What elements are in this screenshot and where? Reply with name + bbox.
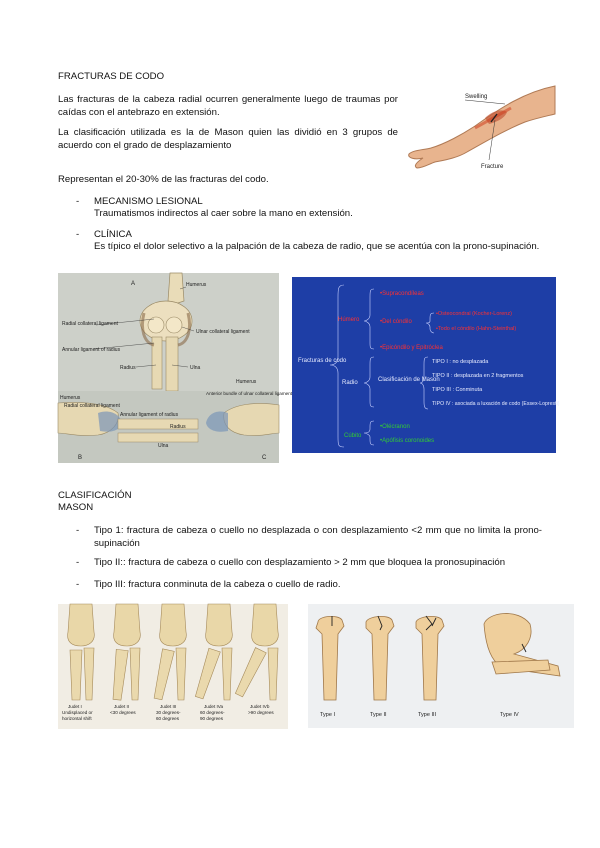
scheme-supracondileas: •Supracondíleas — [380, 291, 424, 297]
section-title-clasificacion: CLASIFICACIÓN — [58, 490, 132, 501]
judet-4b-label-a: Judet IVb — [250, 704, 270, 709]
scheme-todo-condilo: •Todo el cóndilo (Hahn-Steinthal) — [436, 326, 517, 332]
judet-1-label-c: horizontal shift — [62, 716, 92, 721]
mason-type-2: Tipo II:: fractura de cabeza o cuello con desplazamiento > 2 mm que bloquea la pronosupinación — [94, 557, 506, 568]
bullet-dash: - — [76, 557, 80, 568]
scheme-radio-label: Radio — [342, 380, 358, 386]
scheme-olecranon: •Olécranon — [380, 424, 410, 430]
swelling-label: Swelling — [465, 94, 488, 100]
letter-c: C — [262, 455, 267, 461]
judet-2-label-b: <30 degrees — [110, 710, 136, 715]
scheme-tipo1: TIPO I : no desplazada — [432, 359, 489, 365]
scheme-del-condilo: •Del cóndilo — [380, 319, 412, 325]
radius-b-label: Radius — [170, 424, 186, 430]
bullet-dash: - — [76, 525, 80, 536]
letter-b: B — [78, 455, 83, 461]
page-title: FRACTURAS DE CODO — [58, 71, 165, 82]
scheme-clasif-label: Clasificación de Mason — [378, 377, 440, 383]
judet-2-label-a: Judet II — [114, 704, 130, 709]
scheme-tipo3: TIPO III : Conminuta — [432, 387, 483, 393]
annular-b-label: Annular ligament of radius — [120, 412, 179, 418]
judet-classification-illustration — [58, 604, 288, 729]
bullet-dash: - — [76, 579, 80, 590]
type-1-label: Type I — [320, 712, 335, 718]
judet-4b-label-b: >90 degrees — [248, 710, 274, 715]
judet-1-label-b: Undisplaced or — [62, 710, 93, 715]
annular-label: Annular ligament of radius — [62, 347, 121, 353]
bullet-dash: - — [76, 196, 80, 207]
mason-type-1: Tipo 1: fractura de cabeza o cuello no desplazada o con desplazamiento <2 mm que no limita la prono-supinación — [94, 525, 542, 549]
section-title-mason: MASON — [58, 502, 94, 513]
judet-4a-label-b: 60 degrees- — [200, 710, 225, 715]
anterior-bundle-label: Anterior bundle of ulnar collateral ligament — [206, 391, 293, 396]
radial-collateral-label: Radial collateral ligament — [62, 321, 118, 327]
judet-1-label-a: Judet I — [68, 704, 82, 709]
scheme-osteocondral: •Osteocondral (Kocher-Lorenz) — [436, 311, 512, 317]
humerus-c-label: Humerus — [236, 379, 257, 385]
judet-3-label-b: 30 degrees- — [156, 710, 181, 715]
clinic-text: Es típico el dolor selectivo a la palpación de la cabeza de radio, que se acentúa con la prono-supinación. — [94, 241, 540, 252]
scheme-cubito-label: Cúbito — [344, 433, 362, 439]
ulna-b-label: Ulna — [158, 443, 169, 449]
scheme-epicondilo: •Epicóndilo y Epitróclea — [380, 345, 443, 351]
scheme-root-label: Fracturas de codo — [298, 358, 347, 364]
bullet-dash: - — [76, 229, 80, 240]
mason-paragraph: La clasificación utilizada es la de Mason quien las dividió en 3 grupos de acuerdo con el grado de desplazamiento — [58, 127, 398, 151]
radius-label: Radius — [120, 365, 136, 371]
type-4-label: Type IV — [500, 712, 519, 718]
mason-type-3: Tipo III: fractura conminuta de la cabeza o cuello de radio. — [94, 579, 341, 590]
humerus-label: Humerus — [186, 282, 207, 288]
judet-4a-label-c: 90 degrees — [200, 716, 223, 721]
judet-4a-label-a: Judet IVa — [204, 704, 224, 709]
radial-collateral-b-label: Radial collateral ligament — [64, 403, 120, 409]
fracture-classification-scheme — [292, 277, 560, 453]
judet-3-label-a: Judet III — [160, 704, 177, 709]
humerus-b-label: Humerus — [60, 395, 81, 401]
intro-paragraph: Las fracturas de la cabeza radial ocurren generalmente luego de traumas por caídas con el antebrazo en extensión. — [58, 94, 398, 118]
scheme-tipo2: TIPO II : desplazada en 2 fragmentos — [432, 373, 524, 379]
letter-a: A — [131, 281, 136, 287]
scheme-tipo4: TIPO IV : asociada a luxación de codo (Essex-Lopresti) — [432, 401, 560, 407]
mechanism-text: Traumatismos indirectos al caer sobre la mano en extensión. — [94, 208, 353, 219]
fracture-label: Fracture — [481, 164, 504, 170]
mechanism-heading: MECANISMO LESIONAL — [94, 196, 203, 207]
judet-3-label-c: 60 degrees — [156, 716, 179, 721]
radial-head-types-illustration — [308, 604, 574, 728]
incidence-paragraph: Representan el 20-30% de las fracturas del codo. — [58, 174, 269, 185]
elbow-ligaments-illustration — [58, 273, 293, 463]
scheme-apofisis: •Apófisis coronoides — [380, 438, 435, 444]
ulnar-collateral-label: Ulnar collateral ligament — [196, 329, 250, 335]
arm-illustration — [405, 78, 555, 178]
clinic-heading: CLÍNICA — [94, 229, 132, 240]
type-2-label: Type II — [370, 712, 387, 718]
scheme-humero-label: Húmero — [338, 317, 360, 323]
ulna-label: Ulna — [190, 365, 201, 371]
type-3-label: Type III — [418, 712, 437, 718]
